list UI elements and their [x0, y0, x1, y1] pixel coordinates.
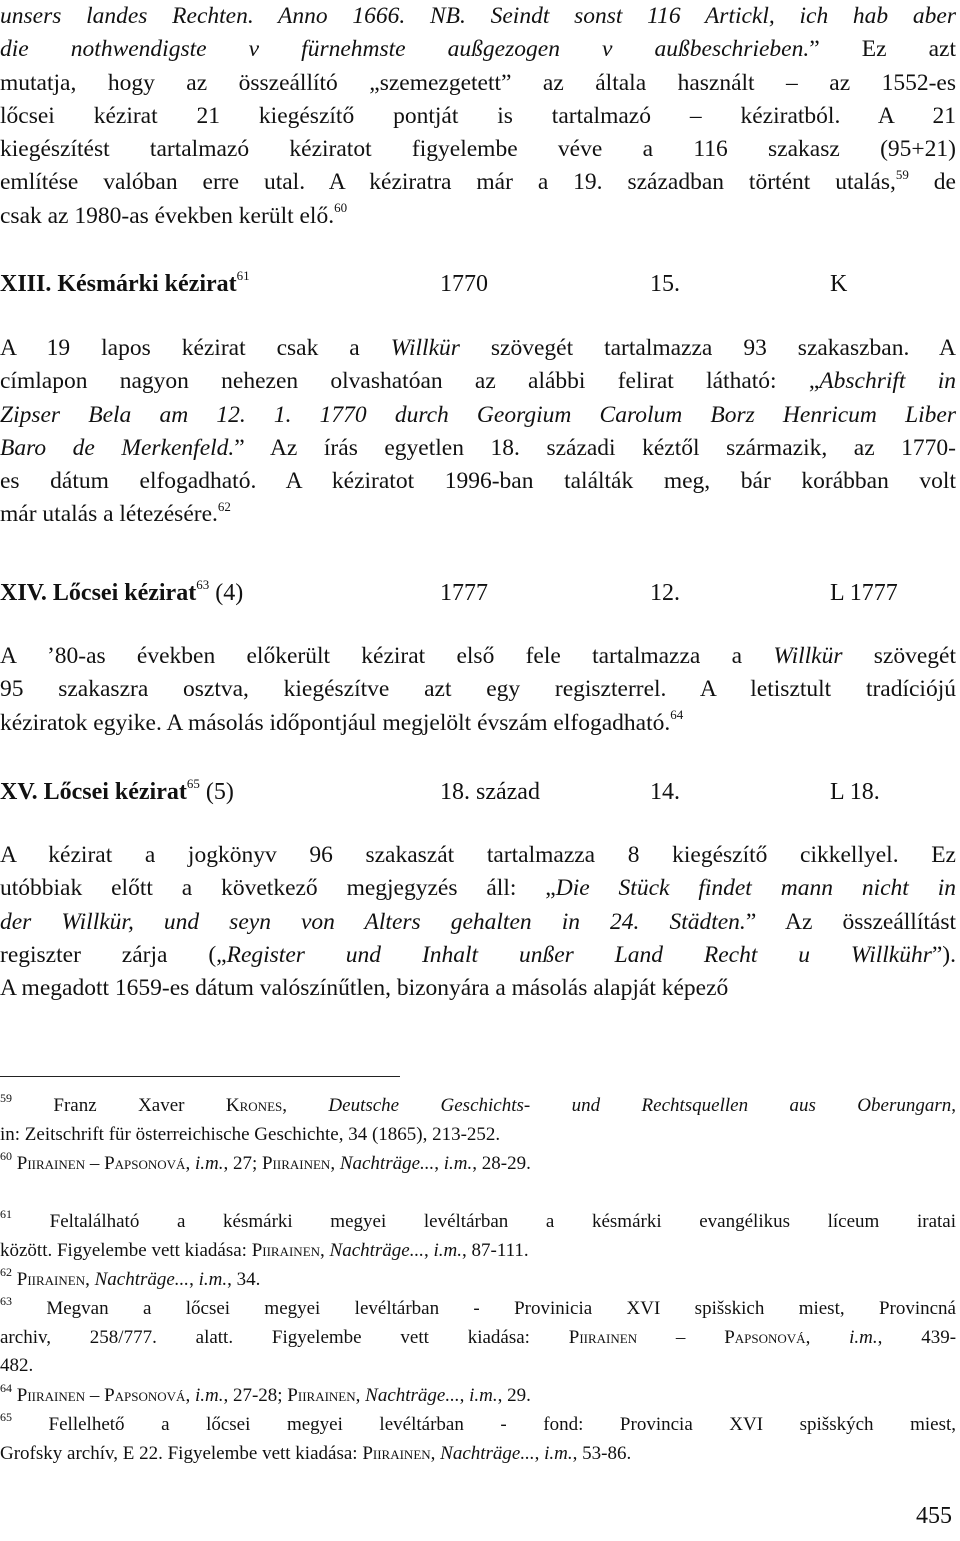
page-number: 455 [916, 1503, 952, 1529]
section-index: 12. [650, 580, 680, 606]
section-siglum: L 1777 [830, 580, 898, 606]
text-line: die nothwendigste v fürnehmste außgezogen v außbeschrieben.” Ez azt [0, 36, 956, 63]
section-heading-xiv [0, 577, 960, 610]
section-year: 1770 [440, 271, 488, 297]
section-body-xv [0, 839, 956, 1005]
section-heading-xiii [0, 268, 960, 301]
section-title: XV. Lőcsei kézirat$^{65}$ (5) [0, 776, 234, 805]
section-title: XIII. Késmárki kézirat$^{61}$ [0, 268, 250, 297]
text-line: csak az 1980-as években került elő.$^{60}$ [0, 199, 348, 229]
footnote-65 [0, 1411, 956, 1468]
footnote-59 [0, 1092, 956, 1149]
section-body-xiii [0, 332, 956, 532]
text-line: lőcsei kézirat 21 kiegészítő pontját is tartalmazó – kéziratból. A 21 [0, 102, 956, 129]
footnote-line: között. Figyelembe vett kiadása: Piirainen, Nachträge..., i.m., 87-111. [0, 1239, 529, 1261]
section-year: 18. század [440, 779, 540, 805]
text-line: Zipser Bela am 12. 1. 1770 durch Georgium Carolum Borz Henricum Liber [0, 401, 956, 428]
text-line: A ’80-as években előkerült kézirat első fele tartalmazza a Willkür szövegét [0, 643, 956, 669]
footnote-62 [0, 1266, 956, 1295]
text-line: utóbbiak előtt a következő megjegyzés áll: „Die Stück findet mann nicht in [0, 875, 956, 902]
text-line: unsers landes Rechten. Anno 1666. NB. Seindt sonst 116 Artickl, ich hab aber [0, 3, 956, 29]
footnote-60 [0, 1150, 956, 1179]
section-index: 15. [650, 271, 680, 297]
footnote-line: $^{59}$ Franz Xaver Krones, Deutsche Geschichts- und Rechtsquellen aus Oberungarn, [0, 1090, 957, 1116]
text-line: A kézirat a jogkönyv 96 szakaszát tartalmazza 8 kiegészítő cikkellyel. Ez [0, 842, 956, 868]
paragraph-text [0, 0, 956, 233]
paragraph-text [0, 332, 956, 532]
footnote-61 [0, 1208, 956, 1265]
section-year: 1777 [440, 580, 488, 606]
footnote-line: $^{63}$ Megvan a lőcsei megyei levéltárban - Provinicia XVI spišskich miest, Provincná [0, 1293, 956, 1319]
footnote-line: 482. [0, 1355, 34, 1377]
footnote-line: in: Zeitschrift für österreichische Geschichte, 34 (1865), 213-252. [0, 1123, 501, 1145]
text-line: mutatja, hogy az összeállító „szemezgetett” az általa használt – az 1552-es [0, 69, 956, 96]
section-body-xiv [0, 640, 956, 740]
footnote-line: $^{64}$ Piirainen – Papsonová, i.m., 27-28; Piirainen, Nachträge..., i.m., 29. [0, 1380, 531, 1406]
text-line: A megadott 1659-es dátum valószínűtlen, bizonyára a másolás alapját képező [0, 975, 729, 1002]
footnote-line: archiv, 258/777. alatt. Figyelembe vett kiadása: Piirainen – Papsonová, i.m., 439- [0, 1326, 957, 1348]
footnote-line: $^{60}$ Piirainen – Papsonová, i.m., 27; Piirainen, Nachträge..., i.m., 28-29. [0, 1148, 531, 1174]
text-line: es dátum elfogadható. A kéziratot 1996-ban találták meg, bár korábban volt [0, 468, 956, 495]
text-line: címlapon nagyon nehezen olvashatóan az alábbi felirat látható: „Abschrift in [0, 368, 956, 395]
text-line: regiszter zárja („Register und Inhalt unßer Land Recht u Willkühr”). [0, 941, 956, 968]
section-heading-xv [0, 776, 960, 809]
text-line: kéziratok egyike. A másolás időpontjául megjelölt évszám elfogadható.$^{64}$ [0, 706, 684, 736]
footnote-line: $^{62}$ Piirainen, Nachträge..., i.m., 34. [0, 1264, 261, 1290]
footnote-line: Grofsky archív, E 22. Figyelembe vett kiadása: Piirainen, Nachträge..., i.m., 53-86. [0, 1442, 632, 1464]
section-siglum: K [830, 271, 848, 297]
paragraph-text [0, 839, 956, 1005]
text-line: említése valóban erre utal. A kéziratra már a 19. században történt utalás,$^{59}$ de [0, 166, 956, 196]
section-title: XIV. Lőcsei kézirat$^{63}$ (4) [0, 577, 244, 606]
section-siglum: L 18. [830, 779, 880, 805]
footnote-line: $^{61}$ Feltalálható a késmárki megyei levéltárban a késmárki evangélikus líceum iratai [0, 1206, 956, 1232]
text-line: Baro de Merkenfeld.” Az írás egyetlen 18. századi kéztől származik, az 1770- [0, 434, 956, 461]
text-line: A 19 lapos kézirat csak a Willkür szövegét tartalmazza 93 szakaszban. A [0, 335, 957, 361]
paragraph-text [0, 640, 956, 740]
text-line: 95 szakaszra osztva, kiegészítve azt egy regiszterrel. A letisztult tradíciójú [0, 676, 956, 703]
footnote-64 [0, 1382, 956, 1411]
section-index: 14. [650, 779, 680, 805]
text-line: kiegészítést tartalmazó kéziratot figyelembe véve a 116 szakasz (95+21) [0, 136, 956, 163]
text-line: már utalás a létezésére.$^{62}$ [0, 498, 231, 528]
footnote-line: $^{65}$ Fellelhető a lőcsei megyei levéltárban - fond: Provincia XVI spišských miest, [0, 1409, 956, 1435]
paragraph-top [0, 0, 956, 233]
text-line: der Willkür, und seyn von Alters gehalten in 24. Städten.” Az összeállítást [0, 908, 956, 935]
footnote-separator [0, 1076, 400, 1077]
footnote-63 [0, 1295, 956, 1381]
